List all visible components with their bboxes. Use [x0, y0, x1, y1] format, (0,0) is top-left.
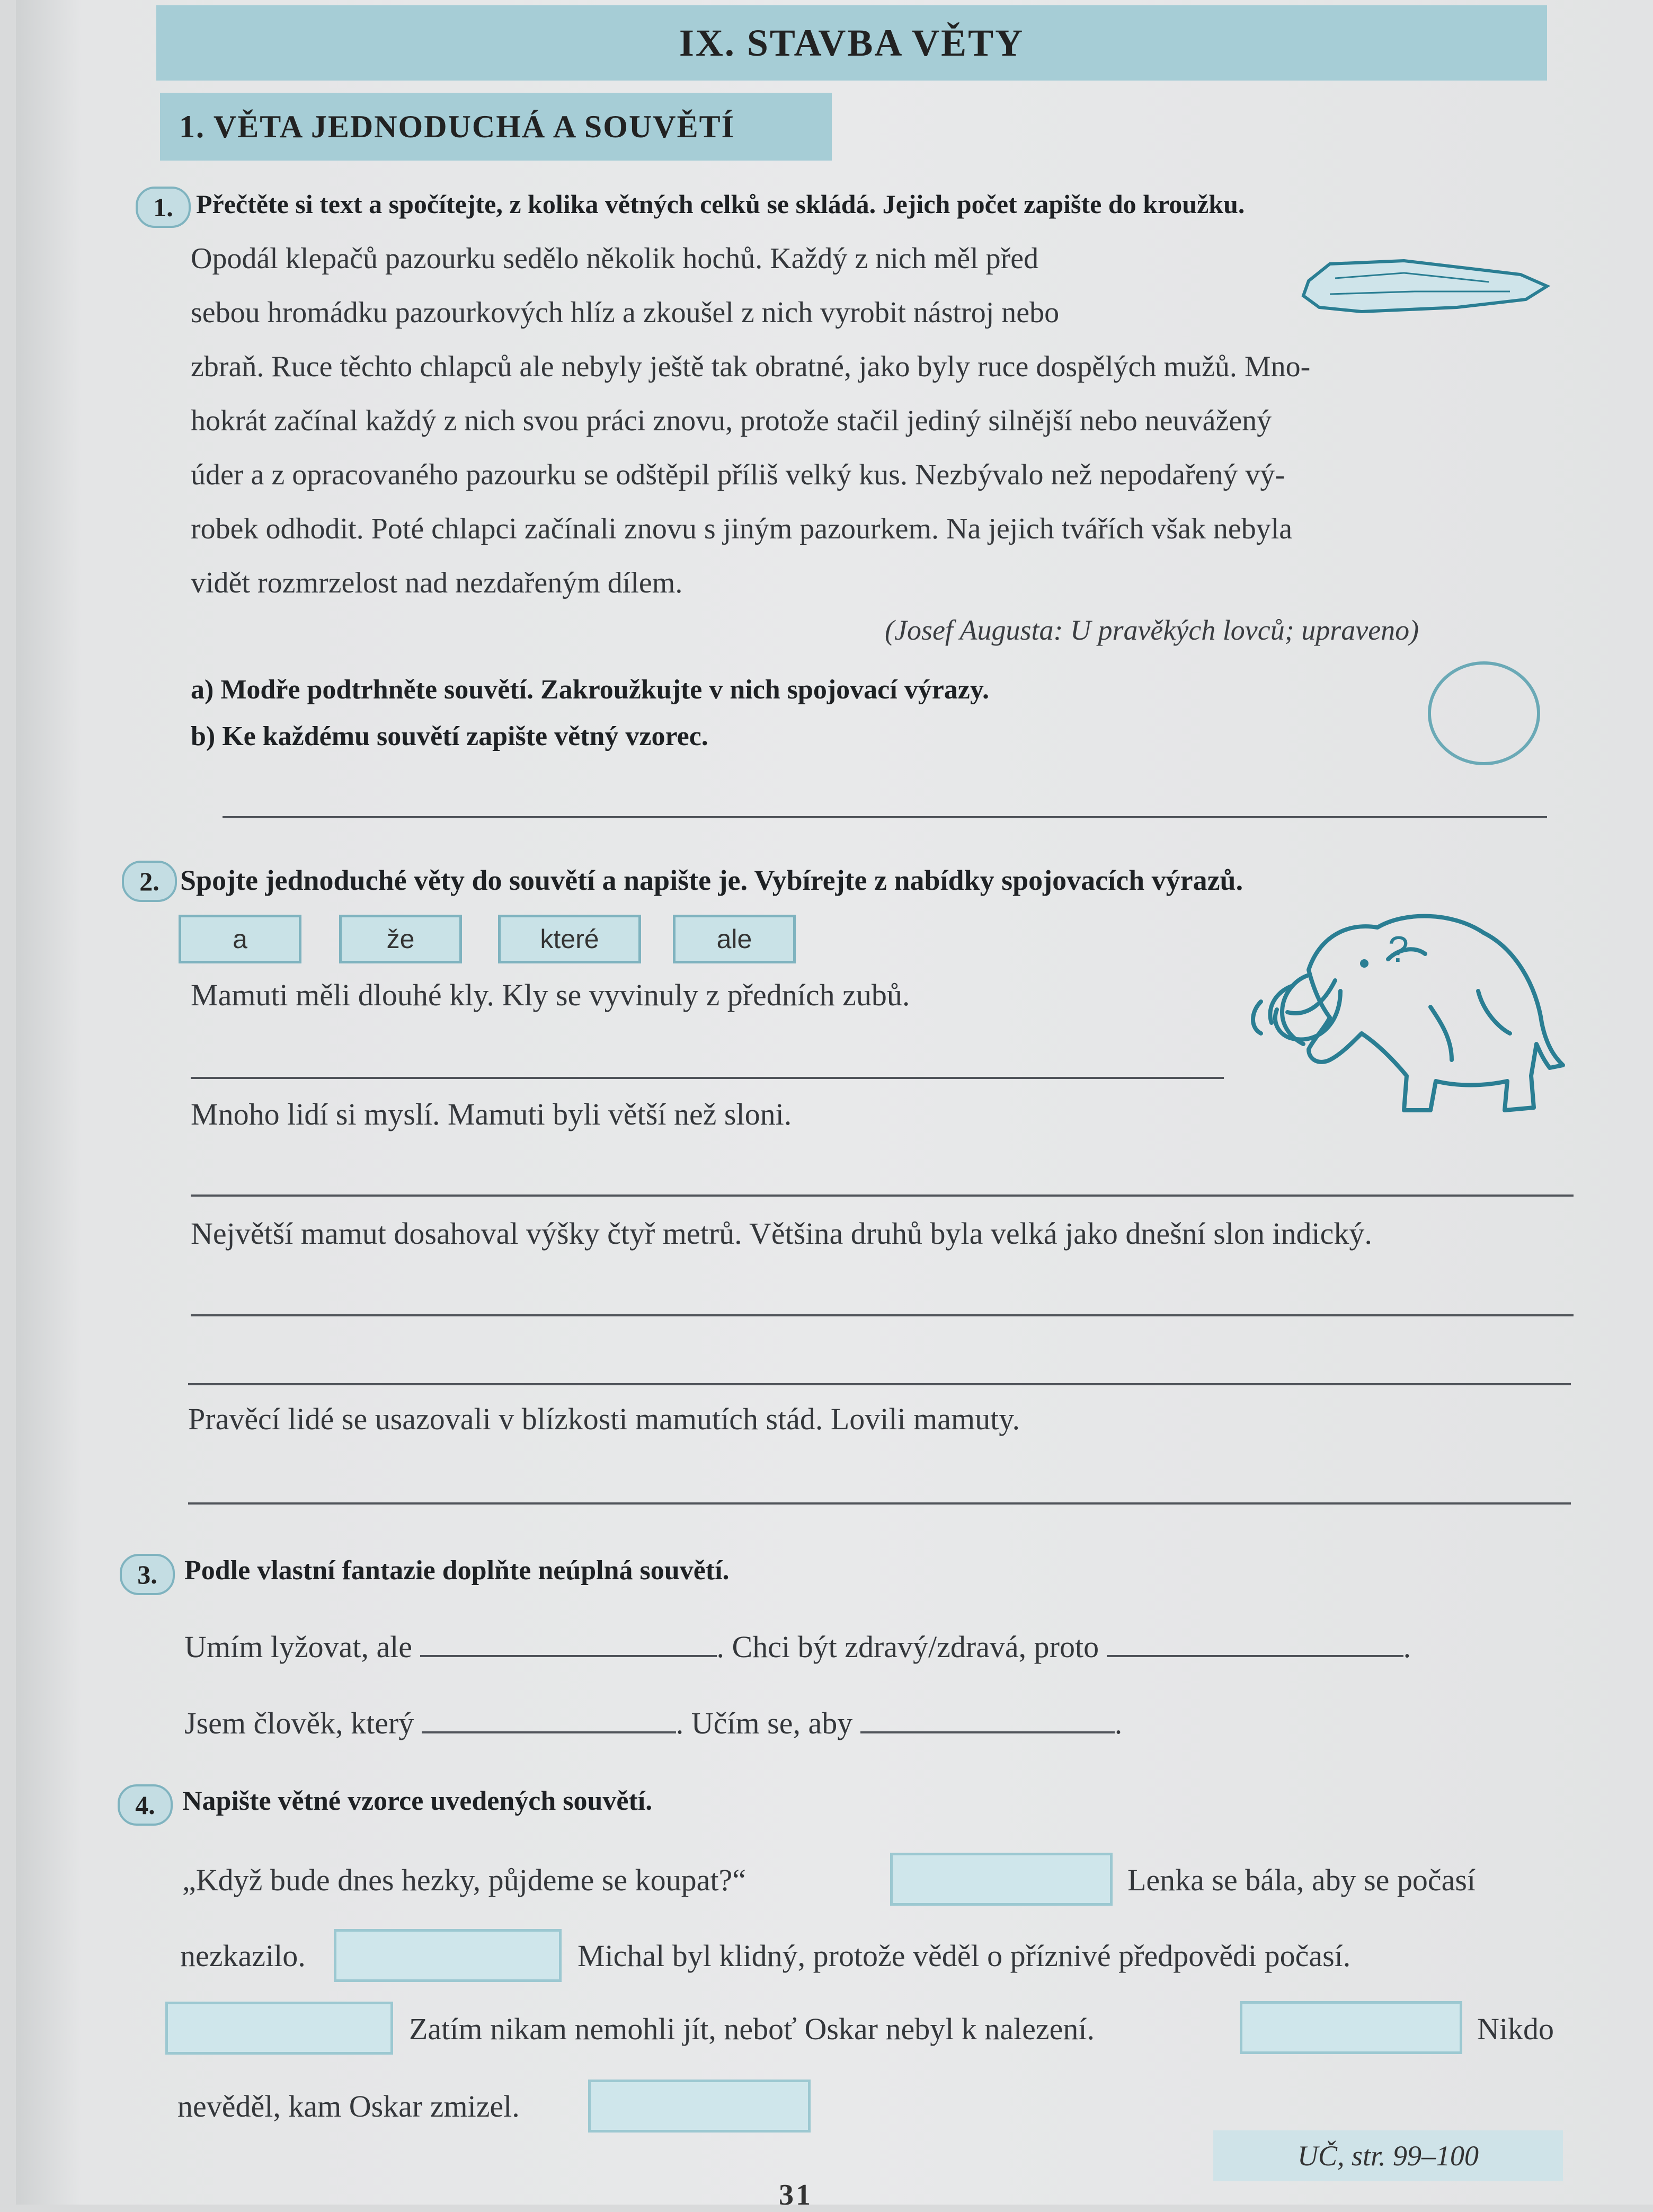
exercise-2-instruction: Spojte jednoduché věty do souvětí a napište je. Vybírejte z nabídky spojovacích výrazů.: [180, 864, 1243, 896]
sentence-start: . Chci být zdravý/zdravá, proto: [716, 1630, 1099, 1664]
workbook-page: [16, 0, 1653, 2211]
exercise-1-line: hokrát začínal každý z nich svou práci znovu, protože stačil jediný silnější nebo neuvážený: [191, 404, 1272, 437]
sentence-pattern-box[interactable]: [1240, 2001, 1462, 2054]
answer-line[interactable]: [191, 1314, 1574, 1316]
exercise-4-sentence: nevěděl, kam Oskar zmizel.: [177, 2089, 520, 2123]
section-title: 1. VĚTA JEDNODUCHÁ A SOUVĚTÍ: [160, 93, 832, 161]
mammoth-question-mark: ?: [1388, 928, 1409, 970]
sentence-start: . Učím se, aby: [676, 1706, 853, 1740]
fill-blank[interactable]: [420, 1644, 717, 1657]
exercise-2-sentence: Pravěcí lidé se usazovali v blízkosti mamutích stád. Lovili mamuty.: [188, 1402, 1020, 1436]
textbook-reference: UČ, str. 99–100: [1213, 2130, 1563, 2181]
exercise-2-sentence: Mnoho lidí si myslí. Mamuti byli větší než sloni.: [191, 1097, 792, 1131]
exercise-1-line: sebou hromádku pazourkových hlíz a zkoušel z nich vyrobit nástroj nebo: [191, 296, 1060, 329]
sentence-start: Jsem člověk, který: [184, 1706, 414, 1740]
conjunction-option-a[interactable]: a: [179, 915, 301, 963]
fill-blank[interactable]: [1107, 1644, 1403, 1657]
exercise-4-sentence: „Když bude dnes hezky, půjdeme se koupat?“: [182, 1863, 746, 1897]
exercise-1-line: vidět rozmrzelost nad nezdařeným dílem.: [191, 567, 683, 599]
exercise-3-instruction: Podle vlastní fantazie doplňte neúplná souvětí.: [184, 1555, 730, 1586]
exercise-1-line: úder a z opracovaného pazourku se odštěpil příliš velký kus. Nezbývalo než nepodařený vý-: [191, 458, 1285, 491]
exercise-1-number: 1.: [136, 187, 191, 228]
exercise-1-line: robek odhodit. Poté chlapci začínali znovu s jiným pazourkem. Na jejich tvářích však nebyla: [191, 512, 1293, 545]
exercise-4-sentence: Zatím nikam nemohli jít, neboť Oskar nebyl k nalezení.: [409, 2012, 1095, 2046]
answer-line[interactable]: [188, 1383, 1571, 1385]
exercise-4-number: 4.: [118, 1784, 173, 1826]
fill-blank[interactable]: [422, 1721, 676, 1733]
exercise-4-sentence: Lenka se bála, aby se počasí: [1127, 1863, 1476, 1897]
exercise-4-instruction: Napište větné vzorce uvedených souvětí.: [182, 1786, 653, 1816]
sentence-pattern-box[interactable]: [890, 1853, 1113, 1906]
conjunction-option-ale[interactable]: ale: [673, 915, 796, 963]
answer-line[interactable]: [191, 1195, 1574, 1197]
exercise-1-line: Opodál klepačů pazourku sedělo několik hochů. Každý z nich měl před: [191, 242, 1039, 275]
answer-line[interactable]: [223, 816, 1547, 818]
exercise-4-sentence: Nikdo: [1477, 2012, 1554, 2046]
mammoth-illustration: [1229, 901, 1568, 1123]
exercise-3-row-2: [184, 1696, 1122, 1750]
count-answer-circle[interactable]: [1428, 661, 1540, 765]
conjunction-option-ze[interactable]: že: [339, 915, 462, 963]
exercise-1-instruction: Přečtěte si text a spočítejte, z kolika větných celků se skládá. Jejich počet zapište do kroužku.: [196, 189, 1245, 219]
exercise-2-sentence: Největší mamut dosahoval výšky čtyř metrů. Většina druhů byla velká jako dnešní slon indický.: [191, 1216, 1372, 1251]
exercise-4-sentence: nezkazilo.: [180, 1939, 306, 1973]
answer-line[interactable]: [191, 1077, 1224, 1079]
exercise-2-sentence: Mamuti měli dlouhé kly. Kly se vyvinuly z předních zubů.: [191, 978, 910, 1012]
answer-line[interactable]: [188, 1502, 1571, 1505]
exercise-1-task-b: b) Ke každému souvětí zapište větný vzorec.: [191, 721, 708, 751]
exercise-3-row-1: [184, 1620, 1411, 1674]
sentence-start: Umím lyžovat, ale: [184, 1630, 413, 1664]
sentence-end: .: [1114, 1706, 1123, 1740]
exercise-1-task-a: a) Modře podtrhněte souvětí. Zakroužkujte v nich spojovací výrazy.: [191, 675, 989, 705]
sentence-pattern-box[interactable]: [588, 2080, 811, 2133]
exercise-1-line: zbraň. Ruce těchto chlapců ale nebyly ještě tak obratné, jako byly ruce dospělých mužů. Mno-: [191, 350, 1311, 383]
text-source: (Josef Augusta: U pravěkých lovců; upraveno): [885, 614, 1419, 646]
chapter-title: IX. STAVBA VĚTY: [156, 5, 1547, 81]
flint-stone-illustration: [1298, 249, 1552, 323]
sentence-pattern-box[interactable]: [334, 1929, 562, 1982]
sentence-pattern-box[interactable]: [165, 2002, 393, 2055]
fill-blank[interactable]: [860, 1721, 1115, 1733]
exercise-2-number: 2.: [122, 861, 177, 902]
sentence-end: .: [1403, 1630, 1411, 1664]
conjunction-option-ktere[interactable]: které: [498, 915, 641, 963]
exercise-3-number: 3.: [120, 1554, 175, 1595]
page-number: 31: [779, 2179, 813, 2211]
exercise-4-sentence: Michal byl klidný, protože věděl o příznivé předpovědi počasí.: [577, 1939, 1351, 1973]
